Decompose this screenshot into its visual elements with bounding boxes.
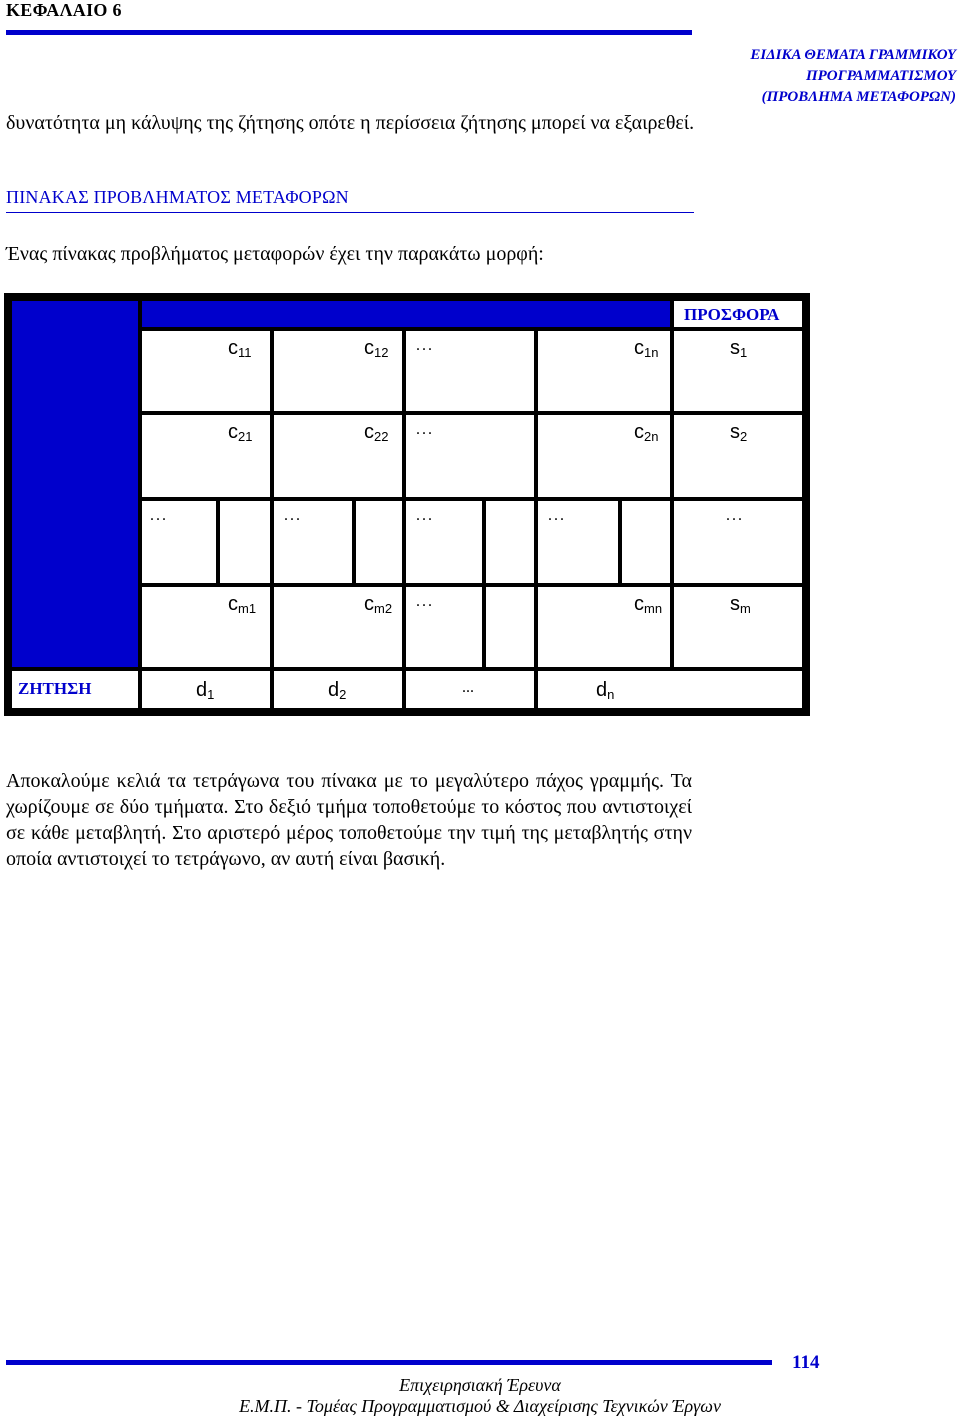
column-header-strip [142, 301, 670, 327]
cost-c22: $c_{22}$ [364, 421, 389, 444]
demand-dn: $d_n$ [596, 679, 615, 702]
demand-header: ΖΗΤΗΣΗ [18, 679, 92, 698]
cell-3-b [220, 501, 270, 583]
cell-m-dots-b [486, 587, 534, 667]
row-2-dots: ... [416, 421, 434, 438]
cost-c11: $c_{11}$ [228, 337, 252, 360]
row-m-dots: ... [416, 593, 434, 610]
section-title-line-3: (ΠΡΟΒΛΗΜΑ ΜΕΤΑΦΟΡΩΝ) [761, 89, 956, 105]
table-heading: ΠΙΝΑΚΑΣ ΠΡΟΒΛΗΜΑΤΟΣ ΜΕΤΑΦΟΡΩΝ [6, 187, 349, 207]
cost-cm1: $c_{m1}$ [228, 593, 257, 616]
supply-sm: $s_m$ [730, 593, 751, 616]
demand-d2: $d_2$ [328, 679, 347, 702]
table-heading-rule [6, 212, 694, 213]
intro-paragraph: δυνατότητα μη κάλυψης της ζήτησης οπότε η περίσσεια ζήτησης μπορεί να εξαιρεθεί. [6, 112, 695, 134]
transportation-table [4, 293, 810, 716]
supply-s1: $s_1$ [730, 337, 748, 360]
header-rule [6, 30, 692, 35]
cell-3-d [356, 501, 402, 583]
row-1-dots: ... [416, 337, 434, 354]
cell-3-h [622, 501, 670, 583]
supply-s2: $s_2$ [730, 421, 748, 444]
cost-cmn: $c_{mn}$ [634, 593, 663, 616]
section-title-line-2: ΠΡΟΓΡΑΜΜΑΤΙΣΜΟΥ [805, 68, 956, 84]
row-3-dots-3: ... [416, 507, 434, 524]
cost-c1n: $c_{1n}$ [634, 337, 659, 360]
page-number: 114 [792, 1352, 820, 1373]
row-3-dots-1: ... [150, 507, 168, 524]
lead-text: Ένας πίνακας προβλήματος μεταφορών έχει την παρακάτω μορφή: [6, 243, 544, 265]
row-3-dots-5: ... [726, 507, 744, 524]
section-title-line-1: ΕΙΔΙΚΑ ΘΕΜΑΤΑ ΓΡΑΜΜΙΚΟΥ [750, 47, 956, 63]
cost-c2n: $c_{2n}$ [634, 421, 659, 444]
cell-3-f [486, 501, 534, 583]
footer-rule [6, 1360, 772, 1365]
explanation-paragraph: Αποκαλούμε κελιά τα τετράγωνα του πίνακα με το μεγαλύτερο πάχος γραμμής. Τα χωρίζουμε σε δύο τμήματα. Στο δεξιό τμήμα τοποθετούμε το κόστος που αντιστοιχεί σε κάθε μεταβλητή. Στο αριστερό μέρος τοποθετούμε την τιμή της μεταβλητής στην οποία αντιστοιχεί το τετράγωνο, αν αυτή είναι βασική. [6, 770, 692, 870]
supply-header: ΠΡΟΣΦΟΡΑ [684, 305, 780, 324]
demand-cell-n [538, 671, 802, 708]
row-3-dots-4: ... [548, 507, 566, 524]
demand-dots: ... [462, 679, 474, 696]
demand-d1: $d_1$ [196, 679, 215, 702]
cost-c12: $c_{12}$ [364, 337, 389, 360]
cost-cm2: $c_{m2}$ [364, 593, 393, 616]
chapter-title: ΚΕΦΑΛΑΙΟ 6 [6, 0, 122, 20]
row-header-column [12, 301, 138, 667]
row-3-dots-2: ... [284, 507, 302, 524]
cost-c21: $c_{21}$ [228, 421, 253, 444]
section-title [656, 45, 956, 108]
footer-line-1: Επιχειρησιακή Έρευνα [399, 1375, 561, 1395]
footer-line-2: Ε.Μ.Π. - Τομέας Προγραμματισμού & Διαχείρισης Τεχνικών Έργων [239, 1396, 721, 1416]
